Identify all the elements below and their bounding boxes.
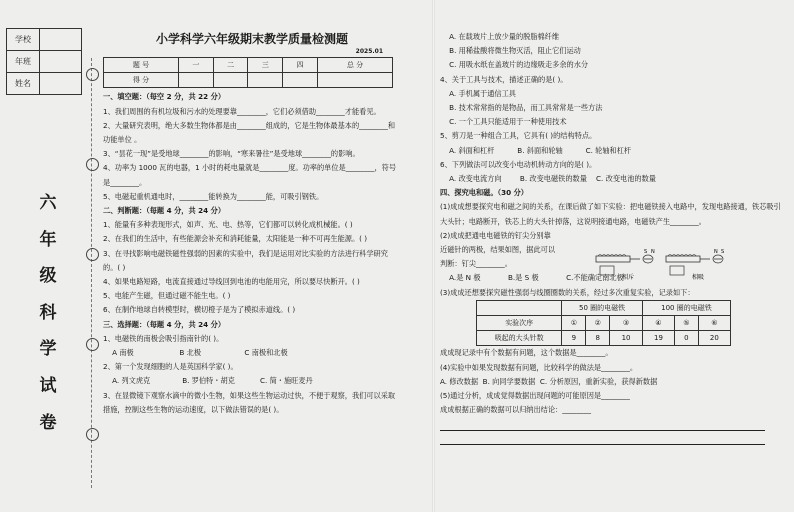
score-cell[interactable]: [178, 73, 213, 88]
figure-repel: [596, 255, 653, 276]
question-text: 1、我们周围的有机垃圾和污水的处理要靠________，它们必须借助________才能看见。: [103, 106, 381, 116]
score-header-cell: 四: [283, 58, 318, 73]
question-text: 2、大量研究表明，绝大多数生物体都是由________组成的，它是生物体最基本的________和功能单位 。: [103, 120, 396, 145]
answer-options: B. 用稀盐酸将微生物灭活，阻止它们运动: [440, 46, 581, 56]
answer-options: B. 技术常常指的是物品，而工具常常是一些方法: [440, 103, 603, 113]
binding-hole-icon: [86, 248, 99, 261]
left-questions: [103, 90, 401, 417]
question-text: 4、功率为 1000 瓦的电器，1 小时的耗电量就是________度。功率的单位是________，符号是________。: [103, 163, 397, 187]
binding-hole-icon: [86, 428, 99, 441]
question-text: 3、在寻找影响电磁铁磁性强弱的因素的实验中，我们是运用对比实验的方法进行科学研究的。( ): [103, 248, 388, 272]
student-info-box: [6, 28, 82, 95]
info-label-name: 姓名: [7, 73, 40, 95]
magnet-figure: [594, 248, 734, 282]
score-row-label: 得 分: [104, 73, 179, 88]
question-text: 1、电磁铁的南极会吸引指南针的( )。: [103, 333, 224, 343]
answer-options: A.是 N 极 B.是 S 极 C.不能确定南北极: [440, 273, 624, 283]
score-cell[interactable]: [318, 73, 393, 88]
figure-mark: S: [644, 249, 648, 255]
score-cell[interactable]: [248, 73, 283, 88]
info-value-class[interactable]: [40, 51, 82, 73]
answer-options: A. 手机属于通信工具: [440, 88, 516, 98]
question-text: 3、“昙花一现”是受地球________的影响，“寒来暑往”是受地球________的影响。: [103, 149, 360, 159]
right-questions-bottom: [440, 346, 785, 417]
question-text: (1)成成想要探究电和磁之间的关系，在课后做了如下实验：把电磁铁接入电路中，发现电路接通，铁芯吸引大头针；电路断开，铁芯上的大头针掉落，这说明接通电路，电磁铁产生________。: [440, 202, 781, 226]
answer-options: A. 列文虎克 B. 罗伯特・胡克 C. 简・施旺麦丹: [103, 376, 313, 386]
answer-options: A. 改变电流方向 B. 改变电磁铁的数量 C. 改变电池的数量: [440, 174, 656, 184]
binding-holes: [86, 58, 100, 498]
exp-order: ③: [610, 316, 643, 331]
score-table: [103, 57, 393, 88]
exp-count: 10: [610, 331, 643, 346]
score-header-cell: 总 分: [318, 58, 393, 73]
binding-hole-icon: [86, 338, 99, 351]
score-header-cell: 三: [248, 58, 283, 73]
exp-group-header: 50 圈的电磁铁: [562, 300, 642, 315]
question-text: (5)通过分析，成成觉得数据出现问题的可能原因是________: [440, 391, 630, 401]
figure-caption: 相吸: [692, 274, 705, 281]
answer-options: A. 斜面和杠杆 B. 斜面和轮轴 C. 轮轴和杠杆: [440, 145, 632, 155]
section-heading: 三、选择题：（每题 4 分，共 24 分）: [103, 319, 226, 329]
question-text: 4、如果电路短路，电流直接通过导线回到电池的电能用完，所以要尽快断开。( ): [103, 277, 360, 287]
vertical-char: 科: [39, 302, 57, 323]
exp-order: ⑤: [675, 316, 699, 331]
exp-count: 20: [698, 331, 730, 346]
magnet-figure-svg: [594, 248, 734, 282]
vertical-char: 学: [39, 339, 57, 360]
left-column: [103, 30, 401, 417]
vertical-char: 六: [39, 193, 57, 213]
question-text: (3)成成还想要探究磁性强弱与线圈圈数的关系，经过多次重复实验，记录如下：: [440, 287, 695, 297]
question-text: 1、能量有多种表现形式，如声、光、电、热等，它们都可以转化成机械能。( ): [103, 220, 353, 230]
question-text: 2、第一个发现细胞的人是英国科学家( )。: [103, 362, 238, 372]
question-text: 2、在我们的生活中，有些能源会补充和消耗能量，太阳能是一种不可再生能源。( ): [103, 234, 368, 244]
question-text: 6、下列做法可以改变小电动机转动方向的是( )。: [440, 159, 597, 169]
score-cell[interactable]: [283, 73, 318, 88]
score-header-cell: 题 号: [104, 58, 179, 73]
exp-row-label: 实验次序: [477, 316, 562, 331]
figure-mark: N: [714, 249, 718, 255]
figure-caption: 相斥: [622, 274, 635, 281]
question-text: 近磁针的两极，结果如图，据此可以: [440, 245, 556, 255]
info-label-class: 年班: [7, 51, 40, 73]
answer-line[interactable]: [440, 431, 765, 445]
info-value-school[interactable]: [40, 29, 82, 51]
exp-group-header: 100 圈的电磁铁: [642, 300, 730, 315]
question-text: 5、电磁起重机通电时，________能转换为________能，可吸引钢铁。: [103, 191, 324, 201]
question-text: 判断：钉尖________。: [440, 259, 512, 269]
exp-count: 0: [675, 331, 699, 346]
exam-date: 2025.01: [355, 48, 383, 55]
question-text: (4)实验中如果发现数据有问题，比较科学的做法是________。: [440, 362, 638, 372]
page-title: 小学科学六年级期末教学质量检测题: [155, 32, 348, 46]
question-text: 5、电能产生磁，但通过磁不能生电。( ): [103, 291, 231, 301]
info-value-name[interactable]: [40, 73, 82, 95]
section-heading: 二、判断题：（每题 4 分，共 24 分）: [103, 206, 226, 216]
exp-count: 19: [642, 331, 674, 346]
section-heading: 四、探究电和磁。（30 分）: [440, 188, 528, 198]
vertical-char: 级: [39, 266, 57, 287]
answer-line[interactable]: [440, 417, 765, 431]
score-cell[interactable]: [213, 73, 248, 88]
exp-order: ④: [642, 316, 674, 331]
answer-options: A. 修改数据 B. 向同学要数据 C. 分析原因，重新实验，获得新数据: [440, 376, 658, 386]
experiment-table: [476, 300, 731, 347]
answer-options: A. 在载玻片上放少量的脱脂棉纤维: [440, 32, 560, 41]
exp-corner: [477, 300, 562, 315]
question-text: (2)成成把通电电磁铁的钉尖分别靠: [440, 230, 551, 240]
score-header-cell: 二: [213, 58, 248, 73]
question-text: 4、关于工具与技术，描述正确的是( )。: [440, 74, 568, 84]
question-text: 成成现记录中有个数据有问题，这个数据是________。: [440, 348, 613, 358]
info-label-school: 学校: [7, 29, 40, 51]
vertical-paper-title: [36, 185, 60, 441]
figure-mark: N: [651, 249, 655, 255]
binding-hole-icon: [86, 158, 99, 171]
question-text: 5、剪刀是一种组合工具，它具有( )的结构特点。: [440, 131, 597, 141]
right-column: [440, 30, 785, 445]
exp-order: ⑥: [698, 316, 730, 331]
score-header-cell: 一: [178, 58, 213, 73]
vertical-char: 卷: [39, 412, 57, 433]
question-text: 成成根据正确的数据可以归纳出结论：________: [440, 405, 591, 415]
exp-count: 9: [562, 331, 586, 346]
vertical-char: 试: [39, 375, 57, 396]
answer-options: C. 用吸水纸在盖玻片的边缘吸走多余的水分: [440, 60, 589, 70]
binding-gutter: [0, 0, 92, 512]
answer-options: A 南极 B 北极 C 南极和北极: [103, 348, 288, 358]
exp-row-label: 吸起的大头针数: [477, 331, 562, 346]
question-text: 3、在显微镜下观察水滴中的微小生物，如果这些生物运动过快，不便于观察，我们可以采取措施，控制这些生物的运动速度，以下做法错误的是( )。: [103, 390, 396, 414]
exp-order: ①: [562, 316, 586, 331]
vertical-char: 年: [39, 229, 57, 250]
figure-mark: S: [721, 249, 725, 255]
figure-attract: [666, 255, 723, 276]
section-heading: 一、填空题：（每空 2 分，共 22 分）: [103, 92, 226, 102]
page-fold: [432, 0, 435, 512]
binding-hole-icon: [86, 68, 99, 81]
exp-count: 8: [586, 331, 610, 346]
exp-order: ②: [586, 316, 610, 331]
question-text: 6、在制作地球自转模型时，横切橙子是为了模拟赤道线。( ): [103, 305, 296, 315]
answer-options: C. 一个工具只能适用于一种使用技术: [440, 117, 567, 127]
